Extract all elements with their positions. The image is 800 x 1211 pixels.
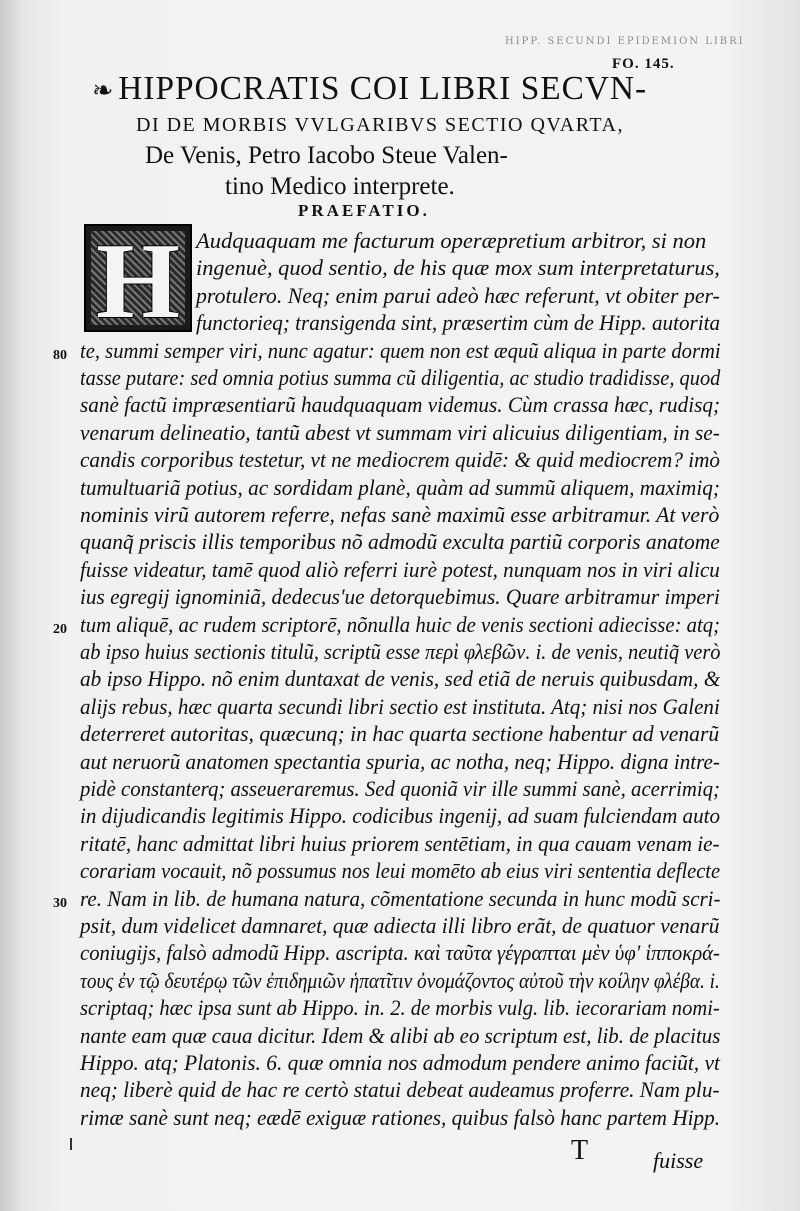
title-line-1-text: HIPPOCRATIS COI LIBRI SECVN- [118,70,648,107]
text-line: Hippo. atq; Platonis. 6. quæ omnia nos admodum pendere animo faciũt, vt [80,1050,720,1075]
text-line: neq; liberè quid de hac re certò statui debeat audeamus proferre. Nam plu- [80,1077,720,1103]
text-line: re. Nam in lib. de humana natura, cõmentatione secunda in hunc modũ scri- [80,885,721,911]
text-line: tasse putare: sed omnia potius summa cũ diligentia, ac studio tradidisse, quod [80,365,721,390]
section-heading: PRAEFATIO. [298,201,430,220]
text-line: protulero. Neq; enim parui adeò hæc referunt, vt obiter per- [196,282,720,308]
text-line: Audquaquam me facturum operæpretium arbitror, si non [196,228,707,253]
catchword: fuisse [653,1148,704,1173]
text-line: scriptaq; hæc ipsa sunt ab Hippo. in. 2. de morbis vulg. lib. iecorariam nomi- [80,995,720,1021]
text-line: alijs rebus, hæc quarta secundi libri sectio est instituta. Atq; nisi nos Galeni [80,693,720,719]
initial-letter: H [95,222,180,341]
text-line: coniugijs, falsò admodũ Hipp. ascripta. καὶ ταῦτα γέγραπται μὲν ὑφ' ἱπποκρά- [80,940,720,966]
decorated-initial [84,222,192,341]
text-line: venarum delineatio, tantũ abest vt summam viri alicuius diligentiam, in se- [80,419,720,445]
text-line: te, summi semper viri, nunc agatur: quem non est æquũ aliqua in parte dormi [80,337,721,363]
line-number: 80 [53,347,67,363]
fleuron-ornament-icon: ❧ [92,76,115,105]
folio-number: FO. 145. [612,56,675,72]
text-line: tumultuariã potius, ac sordidam planè, quàm ad summũ aliquem, maximiq; [80,474,720,500]
text-line: functorieq; transigenda sint, præsertim cùm de Hipp. autorita [196,310,721,336]
text-line: sanè factũ impræsentiarũ haudquaquam videmus. Cùm crassa hæc, rudisq; [80,392,721,418]
title-line-1 [92,70,720,108]
text-line: nante eam quæ caua dicitur. Idem & alibi ab eo scriptum est, lib. de placitus [80,1022,721,1048]
text-line: aut neruorũ anatomen spectantia spuria, ac notha, neq; Hippo. digna intre- [80,748,720,774]
title-line-3: De Venis, Petro Iacobo Steue Valen- [145,142,508,169]
text-line: nominis virũ autorem referre, nefas sanè maximũ esse arbitramur. At verò [80,502,720,527]
text-line: deterreret autoritas, quæcunq; in hac quarta sectione habentur ad venarũ [80,721,720,747]
title-line-2: DI DE MORBIS VVLGARIBVS SECTIO QVARTA, [136,114,624,136]
title-line-4: tino Medico interprete. [225,173,455,200]
text-line: in dijudicandis legitimis Hippo. codicibus ingenij, ad suam fulciendam auto [80,803,721,829]
line-number: 30 [53,895,67,911]
text-line: ritatē, hanc admittat libri huius priorem sentētiam, in qua cauam venam ie- [80,830,720,856]
text-line: pidè constanterq; asseueraremus. Sed quoniã vir ille summi sanè, acerrimiq; [80,776,720,801]
text-line: ingenuè, quod sentio, de his quæ mox sum interpretaturus, [196,255,720,281]
text-line: τους ἐν τῷ δευτέρῳ τῶν ἐπιδημιῶν ἡπατῖτιν ὀνομάζοντος αὐτοῦ τὴν κοίλην φλέβα. i. [80,967,720,993]
text-line: ab ipso huius sectionis titulũ, scriptũ esse περὶ φλεβῶν. i. de venis, neutiq̃ verò [80,639,721,664]
text-line: corariam vocauit, nõ possumus nos leui momēto ab eius viri sententia deflecte [80,858,721,884]
text-line: ius egregij ignominiã, dedecus'ue detorquebimus. Quare arbitramur imperi [80,584,720,610]
text-line: fuisse videatur, tamē quod aliò referri iurè potest, nunquam nos in viri alicu [80,556,720,582]
text-line: tum aliquē, ac rudem scriptorē, nõnulla huic de venis sectioni adiecisse: atq; [80,611,721,637]
text-line: quanq̃ priscis illis temporibus nõ admodũ exculta partiũ corporis anatome [80,529,720,555]
text-line: rimæ sanè sunt neq; eædē exiguæ rationes, quibus falsò hanc partem Hipp. [80,1104,721,1130]
text-line: ab ipso Hippo. nõ enim duntaxat de venis, sed etiã de neruis quibusdam, & [80,666,721,692]
running-head: HIPP. SECUNDI EPIDEMION LIBRI [505,36,745,47]
signature-mark: T [571,1135,589,1166]
text-line: psit, dum videlicet damnaret, quæ adiecta illi libro erãt, de quatuor venarũ [80,913,720,938]
margin-mark [70,1138,72,1150]
line-number: 20 [53,621,67,637]
text-line: candis corporibus testetur, vt ne mediocrem quidē: & quid mediocrem? imò [80,447,720,473]
